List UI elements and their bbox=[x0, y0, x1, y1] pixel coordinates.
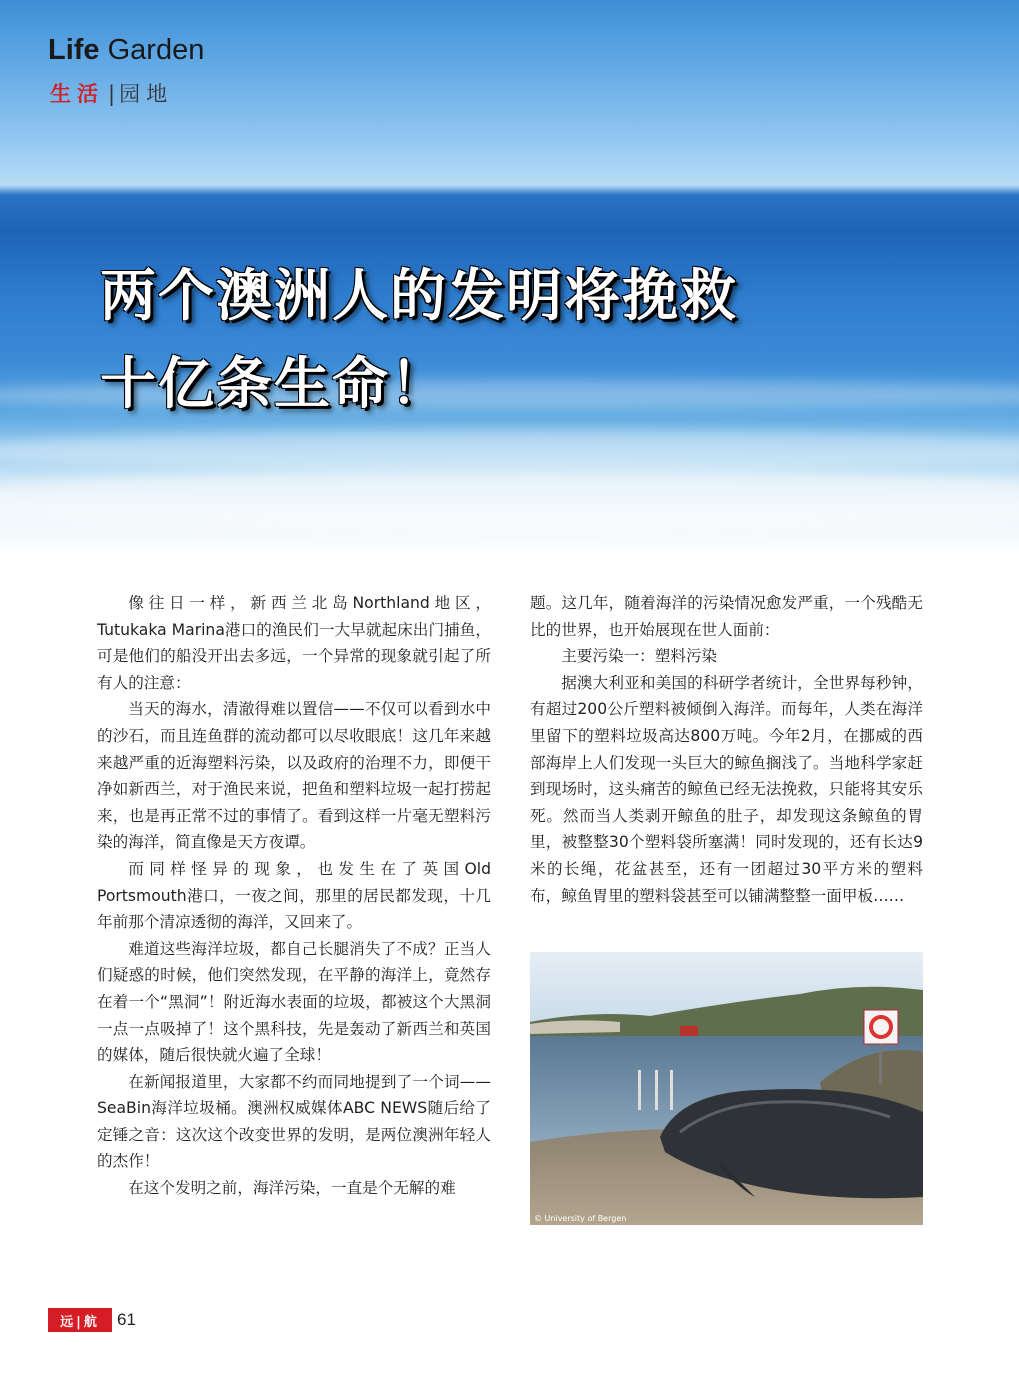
article-paragraph: 而同样怪异的现象，也发生在了英国Old Portsmouth港口，一夜之间，那里的居民都发现，十几年前那个清凉透彻的海洋，又回来了。 bbox=[97, 859, 491, 932]
headline-line-2: 十亿条生命！ bbox=[100, 352, 448, 417]
article-paragraph: 当天的海水，清澈得难以置信——不仅可以看到水中的沙石，而且连鱼群的流动都可以尽收眼底！这几年来越来越严重的近海塑料污染，以及政府的治理不力，即便干净如新西兰，对于渔民来说，把鱼和塑料垃圾一起打捞起来，也是再正常不过的事情了。看到这样一片毫无塑料污染的海洋，简直像是天方夜谭。 bbox=[97, 700, 491, 852]
whale-photo-illustration bbox=[530, 952, 923, 1225]
magazine-badge: 远|航 bbox=[48, 1308, 112, 1332]
hero-wave-foam bbox=[0, 470, 1019, 530]
article-subheading: 主要污染一：塑料污染 bbox=[561, 647, 718, 666]
section-title-cn-gray: 园地 bbox=[119, 82, 174, 106]
article-paragraph: 在这个发明之前，海洋污染，一直是个无解的难 bbox=[128, 1179, 456, 1198]
photo-credit: © University of Bergen bbox=[534, 1214, 627, 1223]
section-title-cn bbox=[50, 78, 173, 108]
headline-line-1: 两个澳洲人的发明将挽救 bbox=[100, 264, 738, 329]
article-paragraph: 在新闻报道里，大家都不约而同地提到了一个词——SeaBin海洋垃圾桶。澳洲权威媒体ABC NEWS随后给了定锤之音：这次这个改变世界的发明，是两位澳洲年轻人的杰作！ bbox=[97, 1072, 491, 1171]
article-paragraph: 难道这些海洋垃圾，都自己长腿消失了不成？正当人们疑惑的时候，他们突然发现，在平静的海洋上，竟然存在着一个“黑洞”！附近海水表面的垃圾，都被这个大黑洞一点一点吸掉了！这个黑科技，先是轰动了新西兰和英国的媒体，随后很快就火遍了全球！ bbox=[97, 939, 491, 1065]
article-column-left bbox=[97, 590, 491, 1202]
page-number: 61 bbox=[117, 1310, 136, 1329]
section-title-en bbox=[48, 34, 204, 67]
section-title-en-bold: Life bbox=[48, 34, 100, 66]
section-title-cn-red: 生活 bbox=[50, 82, 104, 106]
article-paragraph: 据澳大利亚和美国的科研学者统计，全世界每秒钟，有超过200公斤塑料被倾倒入海洋。而每年，人类在海洋里留下的塑料垃圾高达800万吨。今年2月，在挪威的西部海岸上人们发现一头巨大的鲸鱼搁浅了。当地科学家赶到现场时，这头痛苦的鲸鱼已经无法挽救，只能将其安乐死。然而当人类剥开鲸鱼的肚子，却发现这条鲸鱼的胃里，被整整30个塑料袋所塞满！同时发现的，还有长达9米的长绳，花盆甚至，还有一团超过30平方米的塑料布，鲸鱼胃里的塑料袋甚至可以铺满整整一面甲板…… bbox=[530, 673, 923, 905]
article-paragraph: 像往日一样，新西兰北岛Northland地区，Tutukaka Marina港口的渔民们一大早就起床出门捕鱼，可是他们的船没开出去多远，一个异常的现象就引起了所有人的注意： bbox=[97, 594, 491, 692]
hero-wave-foam bbox=[0, 430, 1019, 470]
article-paragraph-continued: 题。这几年，随着海洋的污染情况愈发严重，一个残酷无比的世界，也开始展现在世人面前： bbox=[530, 594, 923, 639]
section-title-cn-separator: | bbox=[108, 82, 116, 106]
article-column-right bbox=[530, 590, 923, 909]
section-title-en-light: Garden bbox=[107, 34, 205, 66]
whale-photo bbox=[530, 952, 923, 1225]
